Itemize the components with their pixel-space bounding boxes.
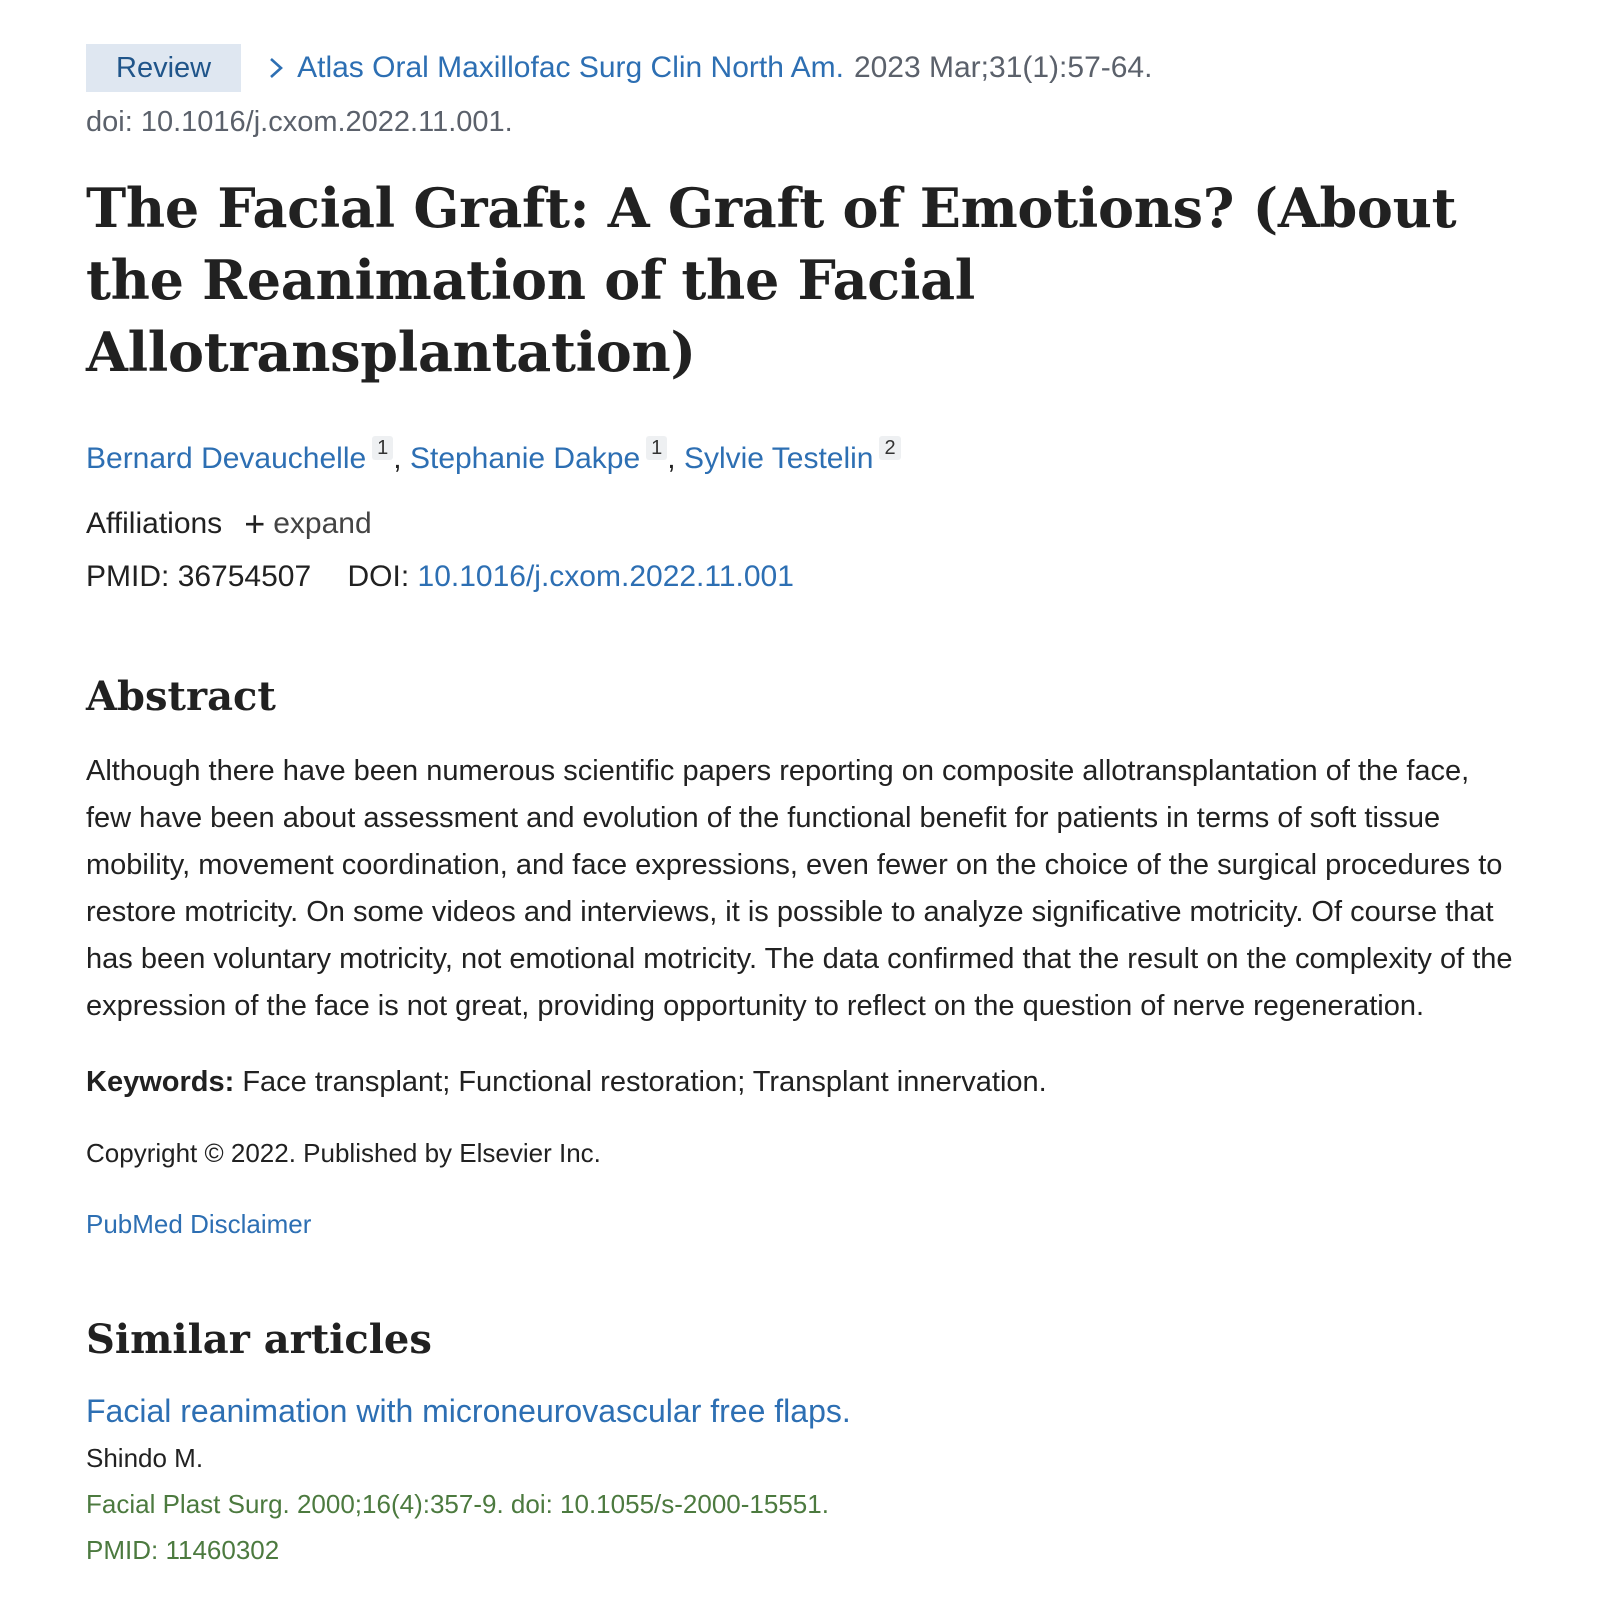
expand-button[interactable]: expand — [273, 507, 372, 540]
article-title: The Facial Graft: A Graft of Emotions? (About the Reanimation of the Facial Allotransplantation) — [86, 176, 1457, 384]
similar-article-citation: Facial Plast Surg. 2000;16(4):357-9. doi: 10.1055/s-2000-15551. — [86, 1489, 829, 1519]
copyright: Copyright © 2022. Published by Elsevier Inc. — [86, 1138, 601, 1168]
citation-details: 2023 Mar;31(1):57-64. — [853, 51, 1153, 84]
similar-articles-heading: Similar articles — [86, 1316, 432, 1363]
affiliation-ref[interactable]: 2 — [879, 436, 900, 460]
identifiers — [86, 555, 1516, 599]
affiliations-toggle[interactable] — [86, 503, 1516, 544]
similar-article-item — [86, 1389, 1516, 1569]
keywords-list: Face transplant; Functional restoration; Transplant innervation. — [242, 1066, 1047, 1098]
abstract-heading: Abstract — [86, 673, 276, 720]
pmid-value: 36754507 — [177, 560, 312, 593]
citation-row — [86, 44, 1516, 92]
keywords — [86, 1060, 1516, 1104]
abstract-text: Although there have been numerous scientific papers reporting on composite allotransplantation of the face, few have been about assessment and evolution of the functional benefit for patients in terms of soft tissue mobility, movement coordination, and face expressions, even fewer on the choice of the surgical procedures to restore motricity. On some videos and interviews, it is possible to analyze significative motricity. Of course that has been voluntary motricity, not emotional motricity. The data confirmed that the result on the complexity of the expression of the face is not great, providing opportunity to reflect on the question of nerve regeneration. — [86, 755, 1513, 1022]
keywords-label: Keywords: — [86, 1066, 235, 1098]
chevron-right-icon[interactable] — [261, 53, 291, 83]
citation-doi: doi: 10.1016/j.cxom.2022.11.001. — [86, 106, 513, 138]
author-link[interactable]: Bernard Devauchelle — [86, 442, 367, 475]
affiliations-label: Affiliations — [86, 507, 223, 540]
pubmed-disclaimer-link[interactable]: PubMed Disclaimer — [86, 1209, 312, 1239]
similar-article-title-link[interactable]: Facial reanimation with microneurovascular free flaps. — [86, 1393, 851, 1429]
doi-label: DOI: — [347, 560, 410, 593]
doi-link[interactable]: 10.1016/j.cxom.2022.11.001 — [417, 560, 794, 593]
review-badge: Review — [86, 44, 241, 92]
similar-article-pmid: PMID: 11460302 — [86, 1535, 280, 1565]
plus-icon[interactable]: + — [244, 503, 266, 544]
author-link[interactable]: Sylvie Testelin — [683, 442, 874, 475]
author-link[interactable]: Stephanie Dakpe — [409, 442, 641, 475]
affiliation-ref[interactable]: 1 — [372, 436, 393, 460]
affiliation-ref[interactable]: 1 — [646, 436, 667, 460]
similar-article-authors: Shindo M. — [86, 1443, 204, 1473]
pmid-label: PMID: — [86, 560, 170, 593]
journal-link[interactable]: Atlas Oral Maxillofac Surg Clin North Am. — [297, 51, 844, 84]
author-list: Bernard Devauchelle $^1$ , Stephanie Dakpe $^1$ , Sylvie Testelin $^2$ — [86, 426, 1516, 481]
